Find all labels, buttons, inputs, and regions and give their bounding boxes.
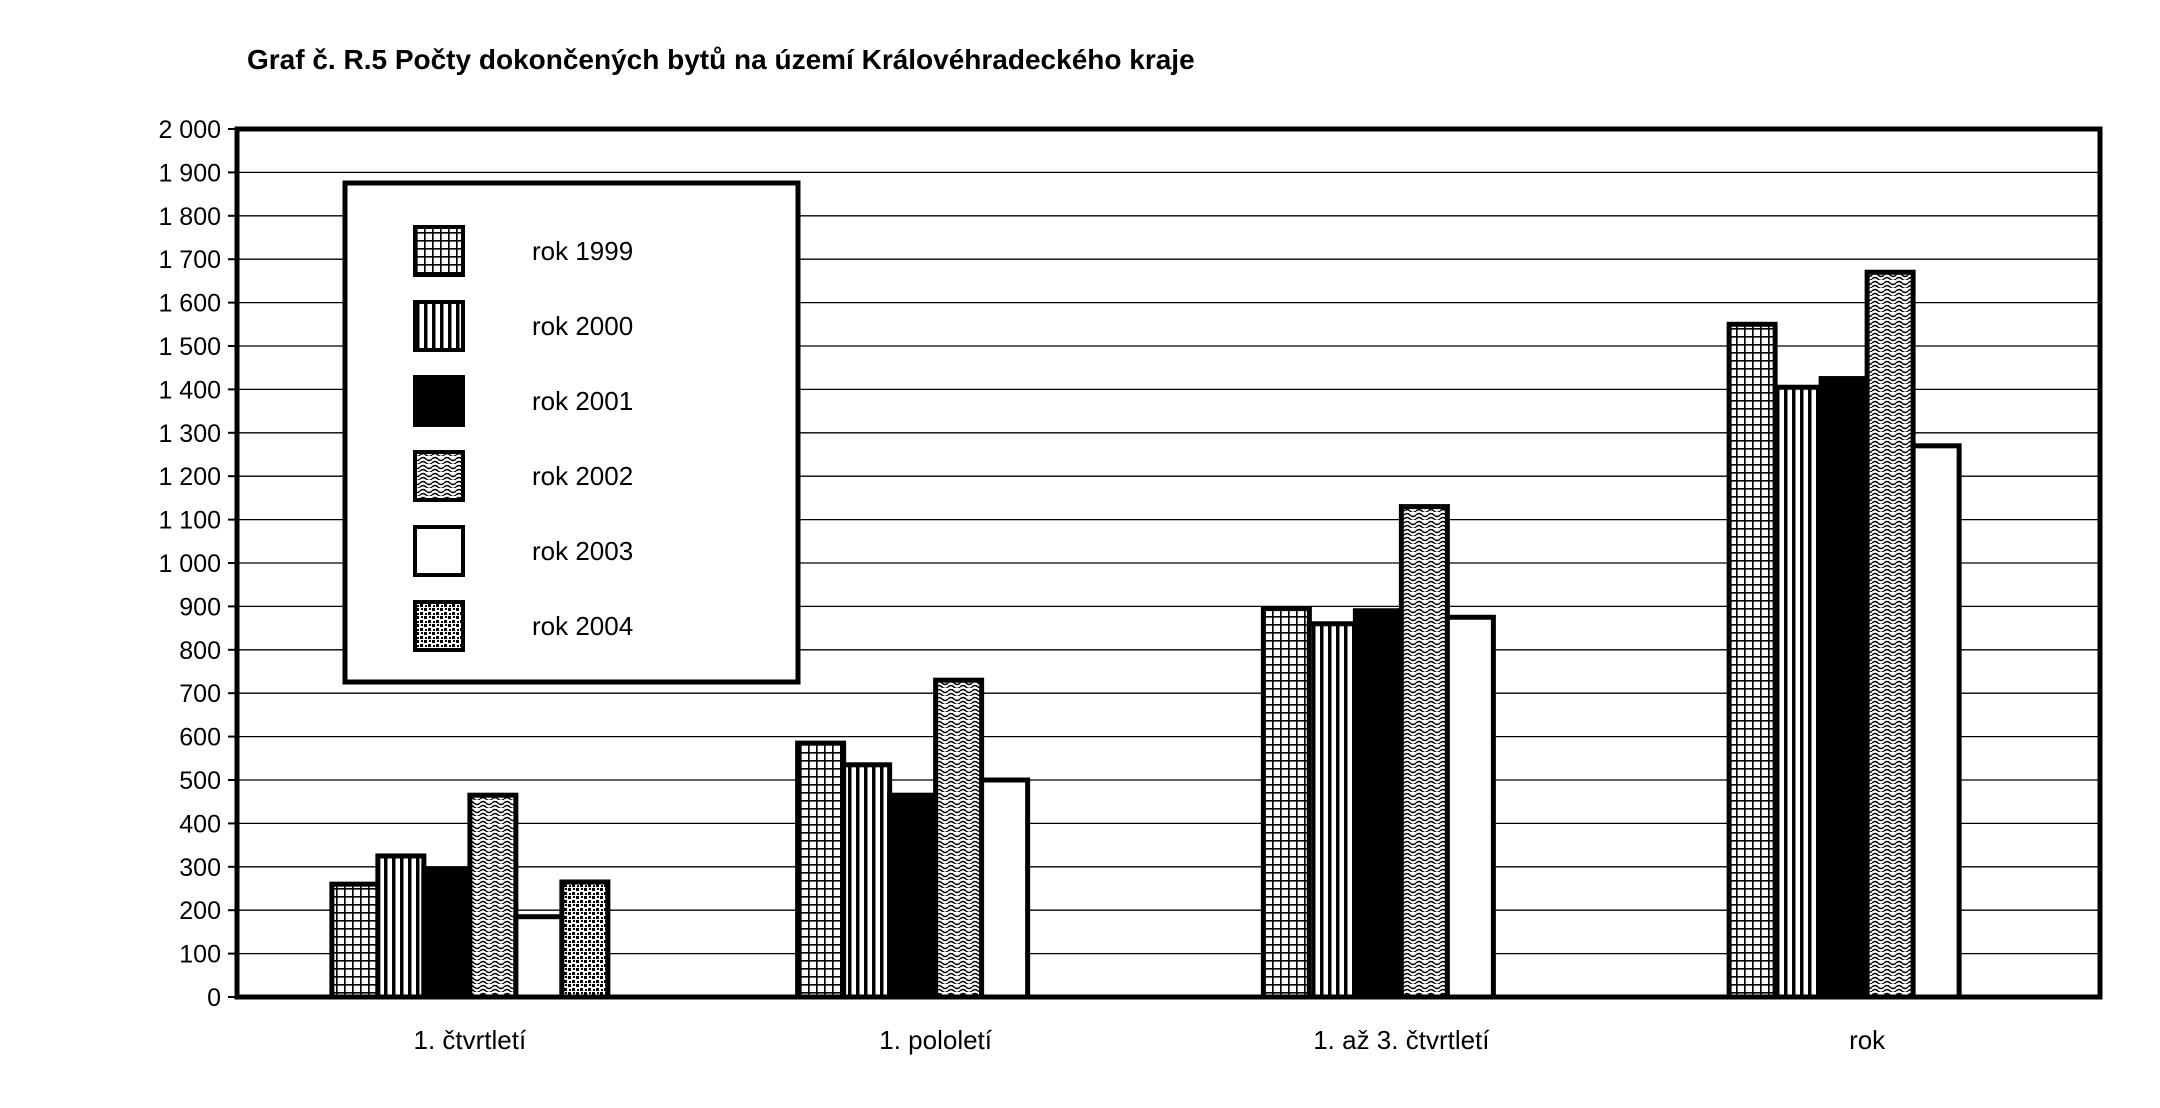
- bar-rok-2000-1: [844, 765, 890, 997]
- bar-rok-2002-1: [936, 680, 982, 997]
- bar-rok-2001-3: [1821, 379, 1867, 997]
- legend-entry-label: rok 2003: [532, 536, 634, 566]
- bar-rok-2000-3: [1775, 387, 1821, 997]
- x-category-label: 1. pololetí: [879, 1025, 992, 1055]
- x-axis: [414, 1025, 1887, 1055]
- legend: [345, 183, 798, 682]
- bar-rok-2000-0: [378, 856, 424, 997]
- y-tick-label: 1 900: [158, 159, 221, 188]
- bar-rok-2001-1: [890, 795, 936, 997]
- y-tick-label: 500: [179, 767, 221, 795]
- y-tick-label: 1 700: [158, 246, 221, 275]
- y-tick-label: 900: [179, 593, 221, 622]
- bar-rok-2003-2: [1447, 617, 1493, 997]
- y-tick-label: 1 400: [158, 376, 221, 405]
- legend-swatch: [415, 227, 463, 275]
- y-tick-label: 200: [179, 897, 221, 926]
- chart-title: Graf č. R.5 Počty dokončených bytů na území Královéhradeckého kraje: [247, 44, 1195, 75]
- bar-rok-2004-0: [562, 882, 608, 997]
- y-axis: [158, 116, 237, 1012]
- y-tick-label: 100: [179, 940, 221, 969]
- y-tick-label: 1 300: [158, 419, 221, 448]
- bar-rok-1999-3: [1729, 324, 1775, 997]
- y-tick-label: 800: [179, 636, 221, 665]
- bar-rok-2001-2: [1355, 611, 1401, 997]
- legend-swatch: [415, 452, 463, 500]
- legend-swatch: [415, 602, 463, 650]
- bar-rok-2003-0: [516, 917, 562, 997]
- y-tick-label: 700: [179, 680, 221, 709]
- bar-rok-1999-2: [1263, 609, 1309, 997]
- legend-swatch: [415, 302, 463, 350]
- legend-entry-label: rok 2002: [532, 461, 634, 491]
- y-tick-label: 1 000: [158, 550, 221, 578]
- y-tick-label: 1 200: [158, 463, 221, 492]
- bar-rok-1999-0: [332, 884, 378, 997]
- legend-entry-label: rok 2000: [532, 311, 634, 341]
- legend-entry-label: rok 1999: [532, 236, 634, 266]
- bar-rok-2001-0: [424, 869, 470, 997]
- bar-rok-2003-3: [1913, 446, 1959, 997]
- y-tick-label: 1 500: [158, 333, 221, 361]
- legend-swatch: [415, 377, 463, 425]
- y-tick-label: 400: [179, 810, 221, 839]
- bar-rok-2002-3: [1867, 272, 1913, 997]
- x-category-label: rok: [1849, 1025, 1886, 1055]
- y-tick-label: 2 000: [158, 116, 221, 144]
- y-tick-label: 1 800: [158, 202, 221, 231]
- y-tick-label: 600: [179, 723, 221, 752]
- bar-rok-2003-1: [982, 780, 1028, 997]
- bar-rok-2002-2: [1401, 507, 1447, 997]
- bar-rok-1999-1: [798, 743, 844, 997]
- bar-rok-2000-2: [1309, 624, 1355, 997]
- bar-rok-2002-0: [470, 795, 516, 997]
- x-category-label: 1. až 3. čtvrtletí: [1313, 1025, 1490, 1055]
- legend-entry-label: rok 2001: [532, 386, 634, 416]
- legend-swatch: [415, 527, 463, 575]
- y-tick-label: 0: [207, 984, 221, 1012]
- legend-entry-label: rok 2004: [532, 611, 634, 641]
- x-category-label: 1. čtvrtletí: [413, 1025, 527, 1055]
- y-tick-label: 1 100: [158, 506, 221, 535]
- y-tick-label: 300: [179, 853, 221, 882]
- y-tick-label: 1 600: [158, 289, 221, 318]
